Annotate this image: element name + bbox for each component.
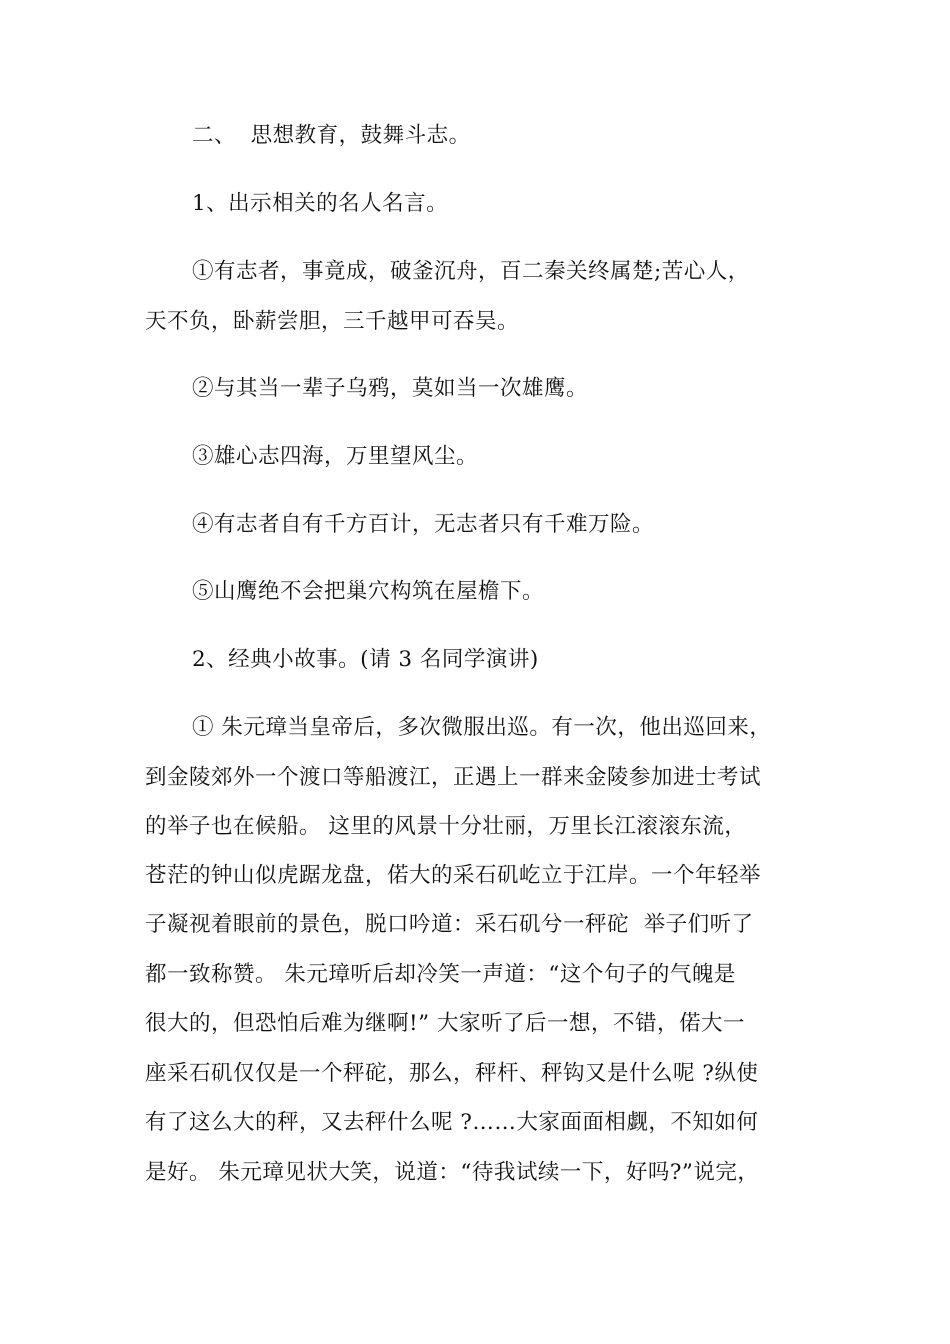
story-line-4: 苍茫的钟山似虎踞龙盘，偌大的采石矶屹立于江岸。一个年轻举 bbox=[145, 863, 762, 888]
subsection-heading: 1、出示相关的名人名言。 bbox=[192, 191, 449, 216]
story-line-9: 有了这么大的秤，又去秤什么呢 ?……大家面面相觑，不知如何 bbox=[145, 1110, 759, 1135]
quote-1-line-1: ①有志者，事竟成，破釜沉舟，百二秦关终属楚;苦心人， bbox=[192, 259, 750, 284]
story-line-10: 是好。 朱元璋见状大笑，说道：“待我试续一下，好吗?”说完， bbox=[145, 1160, 760, 1185]
quote-1-line-2: 天不负，卧薪尝胆，三千越甲可吞吴。 bbox=[145, 309, 520, 334]
quote-5: ⑤山鹰绝不会把巢穴构筑在屋檐下。 bbox=[192, 579, 545, 604]
story-line-6: 都一致称赞。 朱元璋听后却冷笑一声道：“这个句子的气魄是 bbox=[145, 962, 736, 987]
story-line-8: 座采石矶仅仅是一个秤砣，那么，秤杆、秤钩又是什么呢 ?纵使 bbox=[145, 1061, 759, 1086]
section-heading: 二、 思想教育，鼓舞斗志。 bbox=[192, 123, 471, 148]
story-line-5: 子凝视着眼前的景色，脱口吟道：采石矶兮一秤砣 举子们听了 bbox=[145, 912, 754, 937]
subsection-heading-2: 2、经典小故事。(请 3 名同学演讲) bbox=[192, 647, 539, 672]
quote-3: ③雄心志四海，万里望风尘。 bbox=[192, 444, 479, 469]
story-line-2: 到金陵郊外一个渡口等船渡江，正遇上一群来金陵参加进士考试 bbox=[145, 765, 762, 790]
quote-2: ②与其当一辈子乌鸦，莫如当一次雄鹰。 bbox=[192, 376, 589, 401]
story-line-7: 很大的，但恐怕后难为继啊!” 大家听了后一想，不错，偌大一 bbox=[145, 1011, 745, 1036]
story-line-3: 的举子也在候船。 这里的风景十分壮丽，万里长江滚滚东流， bbox=[145, 814, 747, 839]
quote-4: ④有志者自有千方百计，无志者只有千难万险。 bbox=[192, 512, 655, 537]
story-line-1: ① 朱元璋当皇帝后，多次微服出巡。有一次，他出巡回来， bbox=[192, 715, 772, 740]
